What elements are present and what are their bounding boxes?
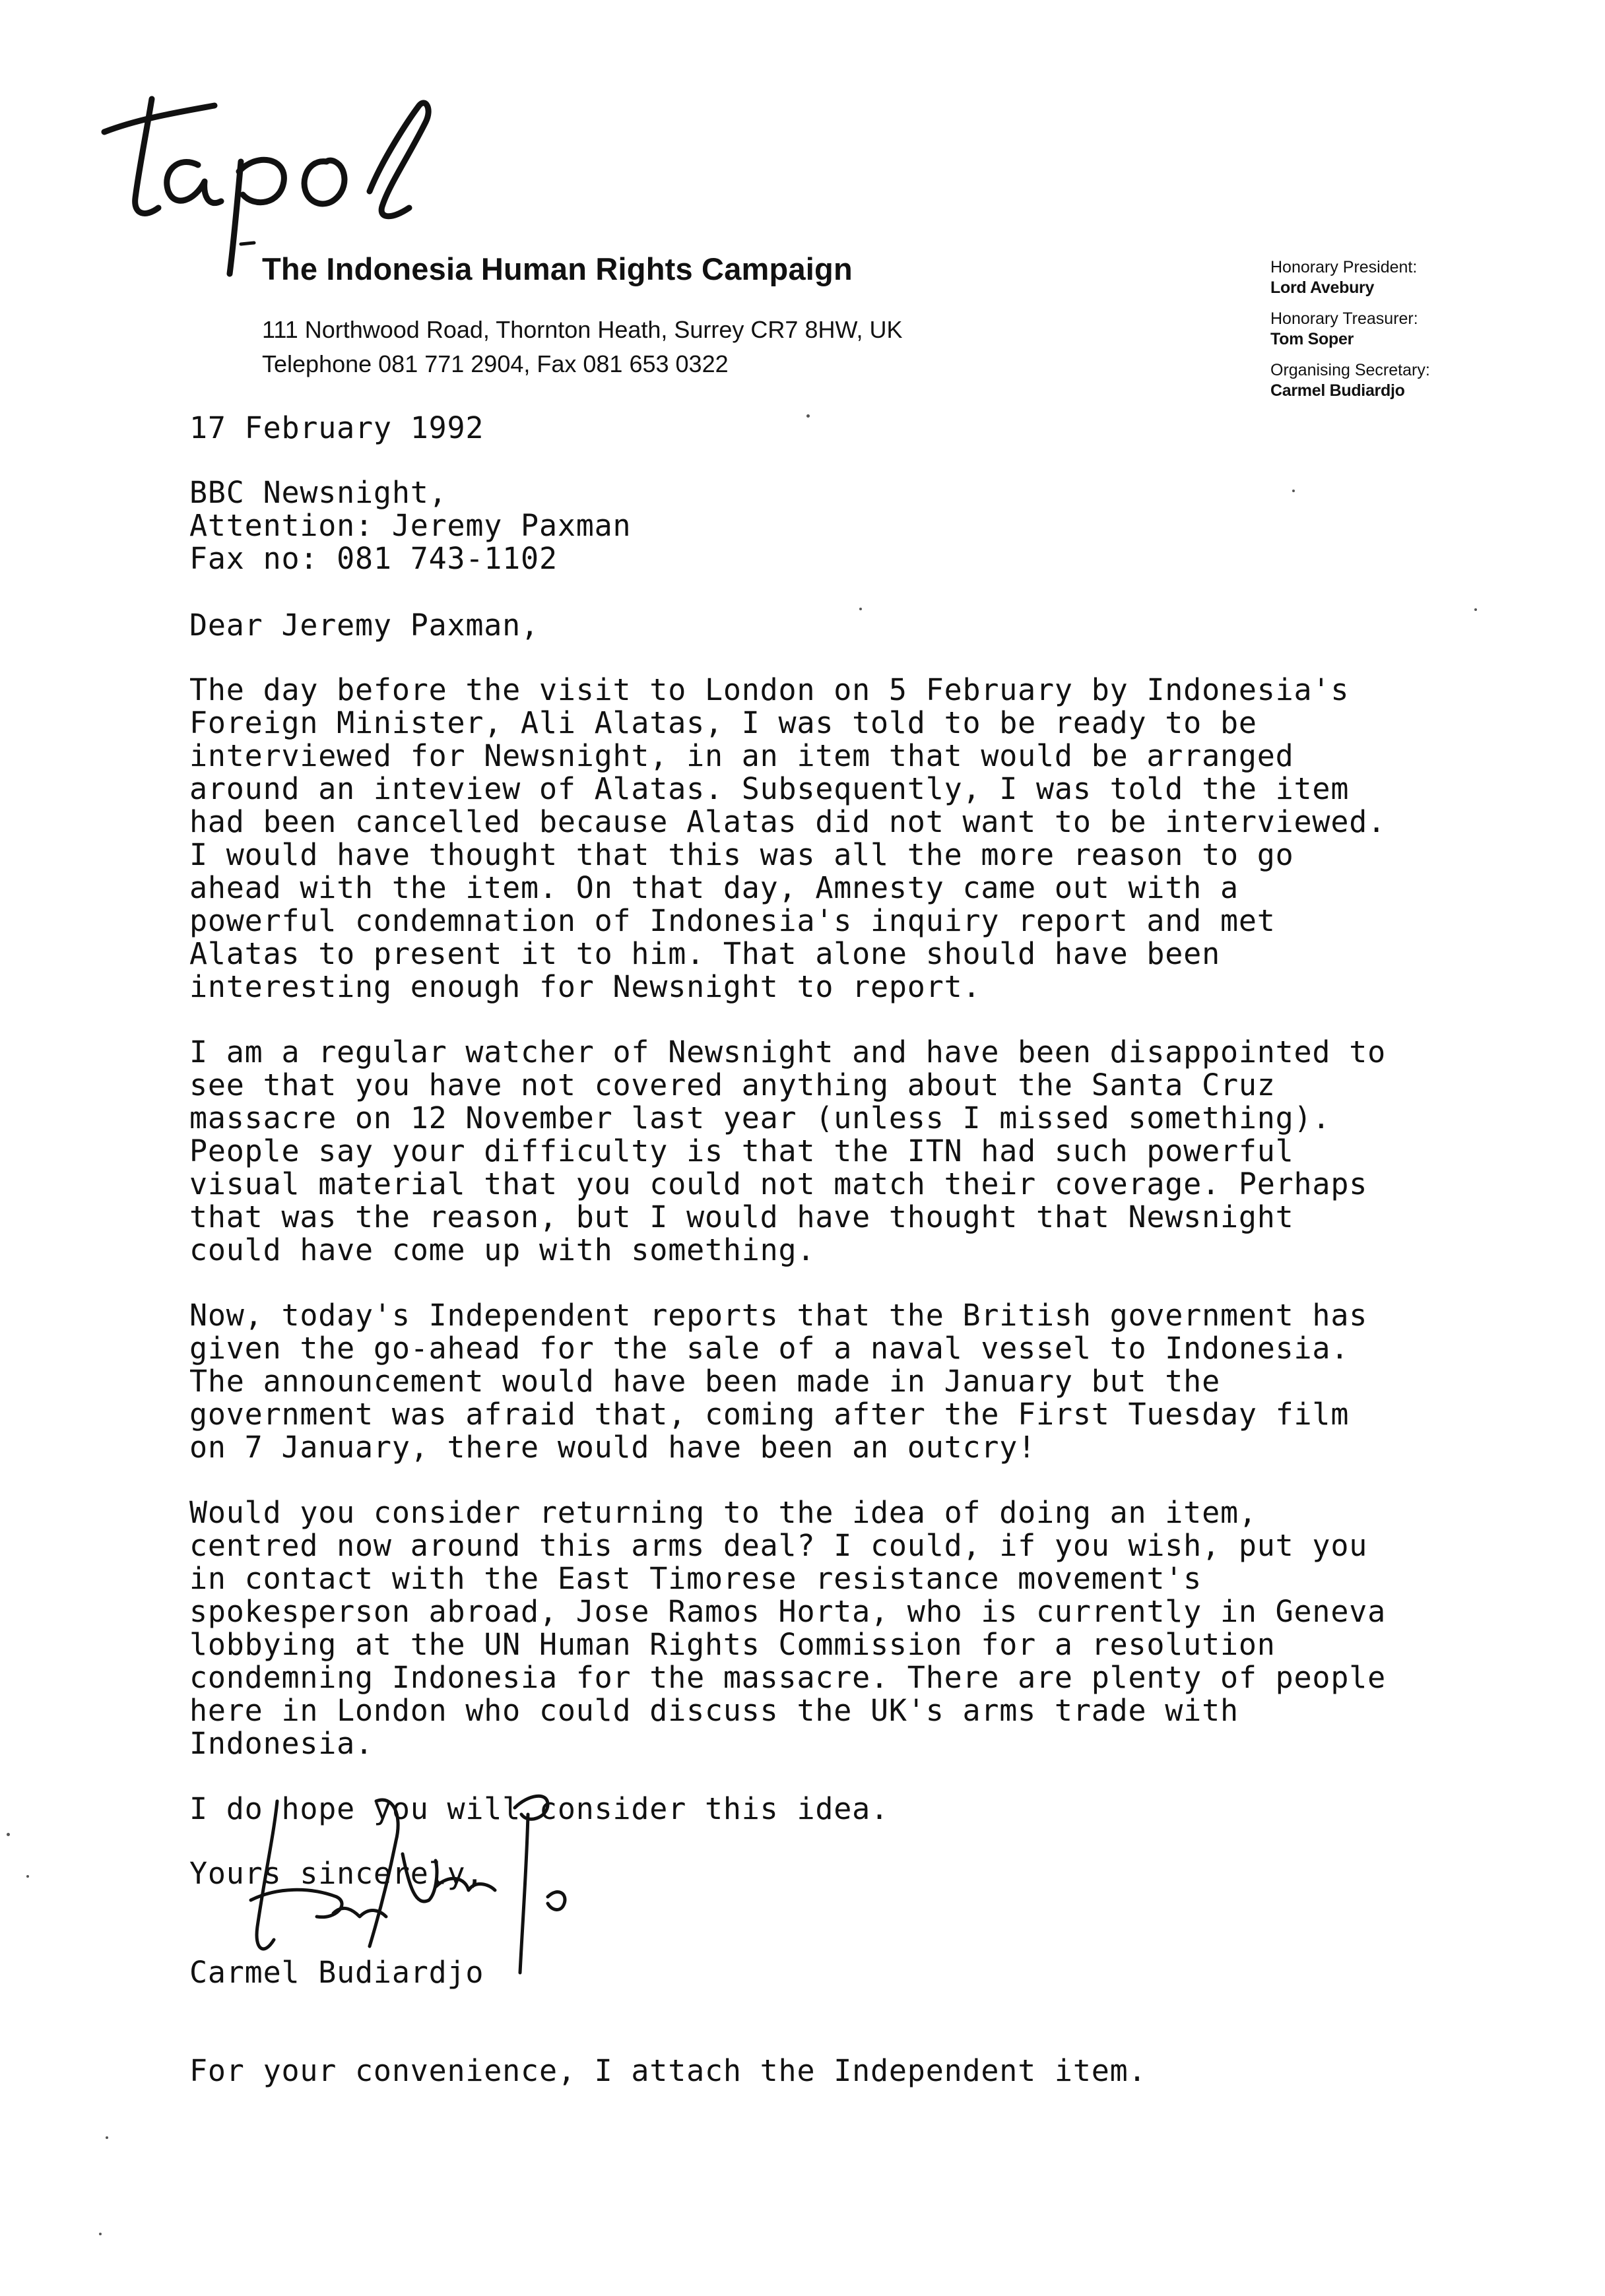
scan-speck <box>26 1875 29 1878</box>
text-line: Alatas to present it to him. That alone should have been <box>189 936 1220 971</box>
officer-name: Lord Avebury <box>1270 278 1375 297</box>
text-line: here in London who could discuss the UK's arms trade with <box>189 1693 1239 1728</box>
text-line: interesting enough for Newsnight to report. <box>189 969 981 1004</box>
text-line: Would you consider returning to the idea of doing an item, <box>189 1495 1257 1530</box>
recipient-line: Attention: Jeremy Paxman <box>189 508 632 543</box>
scan-speck <box>1474 608 1477 611</box>
paragraph <box>189 674 1386 1004</box>
text-line: The day before the visit to London on 5 February by Indonesia's <box>189 672 1350 707</box>
officer-role: Honorary Treasurer: <box>1270 309 1418 328</box>
text-line: I am a regular watcher of Newsnight and have been disappointed to <box>189 1035 1386 1069</box>
paragraph <box>189 1496 1386 1760</box>
officer-name: Tom Soper <box>1270 330 1354 348</box>
text-line: massacre on 12 November last year (unless I missed something). <box>189 1100 1331 1135</box>
text-line: around an inteview of Alatas. Subsequently, I was told the item <box>189 771 1350 806</box>
text-line: see that you have not covered anything about the Santa Cruz <box>189 1068 1276 1102</box>
salutation: Dear Jeremy Paxman, <box>189 608 539 643</box>
text-line: ahead with the item. On that day, Amnesty came out with a <box>189 870 1239 905</box>
officer-role: Organising Secretary: <box>1270 361 1430 379</box>
closing-line: I do hope you will consider this idea. <box>189 1791 889 1826</box>
text-line: I would have thought that this was all the more reason to go <box>189 837 1294 872</box>
text-line: spokesperson abroad, Jose Ramos Horta, who is currently in Geneva <box>189 1594 1386 1629</box>
officer-name: Carmel Budiardjo <box>1270 381 1405 400</box>
text-line: powerful condemnation of Indonesia's inquiry report and met <box>189 903 1276 938</box>
scan-speck <box>7 1833 10 1836</box>
scan-speck <box>1292 490 1295 492</box>
text-line: lobbying at the UN Human Rights Commission for a resolution <box>189 1627 1276 1662</box>
scan-speck <box>859 608 862 610</box>
recipient-block <box>189 476 631 575</box>
phone-fax-line: Telephone 081 771 2904, Fax 081 653 0322 <box>262 350 729 377</box>
text-line: interviewed for Newsnight, in an item that would be arranged <box>189 738 1294 773</box>
officer-role: Honorary President: <box>1270 258 1418 276</box>
scan-speck <box>806 414 810 418</box>
recipient-line: BBC Newsnight, <box>189 475 447 510</box>
text-line: The announcement would have been made in January but the <box>189 1364 1220 1399</box>
postscript: For your convenience, I attach the Independent item. <box>189 2053 1147 2088</box>
text-line: given the go-ahead for the sale of a naval vessel to Indonesia. <box>189 1331 1350 1366</box>
scan-speck <box>106 2136 108 2139</box>
recipient-line: Fax no: 081 743-1102 <box>189 541 558 576</box>
text-line: condemning Indonesia for the massacre. There are plenty of people <box>189 1660 1386 1695</box>
address-line: 111 Northwood Road, Thornton Heath, Surrey CR7 8HW, UK <box>262 316 903 343</box>
text-line: had been cancelled because Alatas did not want to be interviewed. <box>189 804 1386 839</box>
letter-date: 17 February 1992 <box>189 410 484 445</box>
sign-off: Yours sincerely, <box>189 1856 484 1891</box>
paragraph <box>189 1036 1386 1267</box>
text-line: Foreign Minister, Ali Alatas, I was told to be ready to be <box>189 705 1257 740</box>
text-line: Now, today's Independent reports that the British government has <box>189 1298 1368 1333</box>
signer-name: Carmel Budiardjo <box>189 1955 484 1990</box>
text-line: could have come up with something. <box>189 1232 816 1267</box>
scan-speck <box>99 2233 102 2235</box>
text-line: visual material that you could not match their coverage. Perhaps <box>189 1166 1368 1201</box>
organisation-name: The Indonesia Human Rights Campaign <box>262 251 853 286</box>
handwritten-signature <box>238 1775 660 1993</box>
text-line: in contact with the East Timorese resistance movement's <box>189 1561 1202 1596</box>
text-line: centred now around this arms deal? I could, if you wish, put you <box>189 1528 1368 1563</box>
organisation-address <box>262 313 902 381</box>
text-line: government was afraid that, coming after the First Tuesday film <box>189 1397 1350 1432</box>
officers-list <box>1270 257 1430 412</box>
paragraph <box>189 1299 1367 1464</box>
text-line: that was the reason, but I would have thought that Newsnight <box>189 1199 1294 1234</box>
text-line: Indonesia. <box>189 1726 374 1761</box>
text-line: on 7 January, there would have been an outcry! <box>189 1430 1037 1465</box>
text-line: People say your difficulty is that the ITN had such powerful <box>189 1133 1294 1168</box>
